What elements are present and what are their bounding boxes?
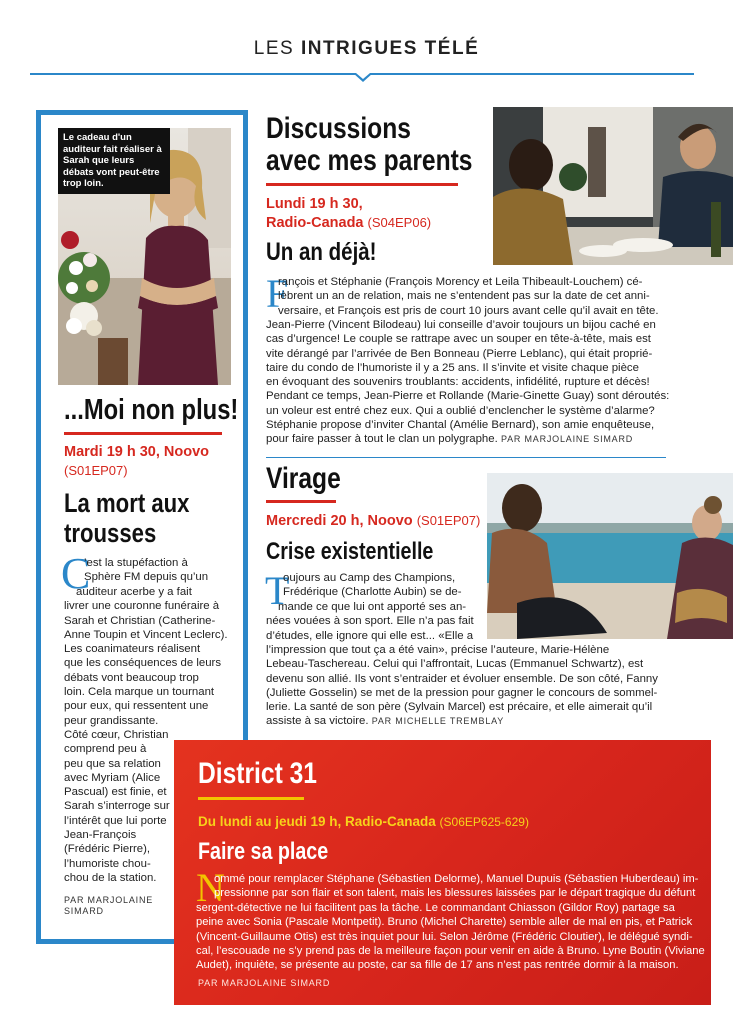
body-line: pour eux, qui ressentent une [64,700,209,713]
body-line: comprend peu à [64,743,147,756]
show-title-discussions [266,113,472,177]
body-line: peu que sa relation [64,757,161,770]
headline-line: trousses [64,518,157,548]
article1-body-first [278,275,670,318]
body-line: Jean-François [64,829,137,842]
show-title-moi-non-plus: ...Moi non plus! [64,394,239,426]
body-line: taire du condo de l’humoriste il y a 25 ans. Il s’invite et visite chaque pièce [266,361,639,374]
drop-cap: N [196,865,225,910]
body-line: (Vincent-Guillaume Otis) est très inquiet pour lui. Selon Jérôme (Frédéric Cloutier), le délégué syndi- [196,930,693,943]
article1-body [266,318,670,447]
section-header-bold: INTRIGUES TÉLÉ [300,38,480,59]
body-line: livrer une couronne funéraire à [64,600,220,613]
section-header-prefix: LES [253,38,301,59]
body-line: Lebeau-Taschereau. Celui qui l’affrontait, Lucas (Emmanuel Schwartz), est [266,658,644,671]
body-line-with-byline [266,714,686,728]
body-line: cas d’urgence! Le couple se rattrape avec un souper en tête-à-tête, mais est [266,333,651,346]
schedule-line2-row [266,215,431,231]
title-underline [64,432,222,435]
show-title-line: avec mes parents [266,144,473,177]
body-line: versaire, et François est pris de court 10 jours avant celle qu’il avait en tête. [278,304,659,317]
article3-body [196,901,708,972]
schedule: Mercredi 20 h, Noovo [266,513,413,529]
body-line: Sarah s’interroge sur [64,800,170,813]
body-line: l’humoriste chou- [64,857,151,870]
body-line: rançois et Stéphanie (François Morency et Leila Thibeault-Louchem) cé- [278,276,643,288]
body-line: vite dérangé par l’arrivée de Ben Bonneau (Pierre Leblanc), qui était proprié- [266,347,653,360]
schedule-line2: Radio-Canada [266,215,364,231]
body-line: Audet), inquiète, se présente au poste, car sa fille de 17 ans n’est pas rentrée dormir à la maison. [196,959,679,972]
episode-code: (S01EP07) [64,463,128,478]
body-line: l’impression que tout ça a été vain», précise l’auteure, Marie-Hélène [266,644,610,656]
body-line: Stéphanie propose d’inviter Chantal (Amélie Bernard), son amie enquêteuse, [266,419,655,432]
dinner-photo-illustration [493,107,733,265]
body-line: Sarah et Christian (Catherine- [64,614,216,627]
body-line: en évoquant des souvenirs troublants: accidents, infidélité, rupture et décès! [266,376,650,389]
body-line: nées vouées à son sport. Elle n’a pas fait [266,615,474,628]
body-line: Frédérique (Charlotte Aubin) se de- [283,586,462,599]
body-line: peur grandissante. [64,714,159,727]
body-line: débats vont beaucoup trop [64,671,199,684]
schedule-row [198,814,529,829]
headline-un-an-deja: Un an déjà! [266,238,377,266]
body-line-with-byline [266,432,670,446]
body-line: Anne Toupin et Vincent Leclerc). [64,628,228,641]
show-title-district-31: District 31 [198,757,317,790]
body-line: ommé pour remplacer Stéphane (Sébastien Delorme), Manuel Dupuis (Sébastien Huberdeau) im- [214,873,699,885]
body-line: peine avec Sonia (Pascale Montpetit). Bruno (Michel Charette) semble aller de mal en pis, et Patrick [196,916,693,929]
article2-body-first [283,571,483,600]
body-line: Pascual) est finie, et [64,786,167,799]
body-line: assiste à sa victoire. [266,715,369,728]
article2-body-narrow [266,600,480,643]
article3-byline: PAR MARJOLAINE SIMARD [198,978,331,988]
title-underline [198,797,304,800]
body-line: avec Myriam (Alice [64,771,161,784]
body-line: loin. Cela marque un tournant [64,686,215,699]
schedule-line1: Lundi 19 h 30, [266,196,363,212]
byline-line: SIMARD [64,906,104,916]
body-line: lerie. La santé de son père (Sylvain Marcel) est précaire, et elle aimerait qu’il [266,701,653,714]
show-title-line: Discussions [266,112,411,145]
article2-body-wide [266,643,686,729]
body-line: Sphère FM depuis qu’un [84,571,209,584]
headline-la-mort-aux-trousses [64,488,189,548]
byline-line: PAR MARJOLAINE [64,895,154,905]
body-line: oujours au Camp des Champions, [283,572,456,584]
left-body-lines-a [84,556,246,585]
body-line: lèbrent un an de relation, mais ne s’entendent pas sur la date de cet anni- [278,290,650,303]
drop-cap: T [265,568,290,613]
body-line: cal, l’escouade ne s’y prend pas de la meilleure façon pour venir en aide à Bruno. Lyne Boutin (Viviane [196,944,705,957]
title-underline [266,183,458,186]
section-header [0,38,733,60]
body-line: Côté cœur, Christian [64,728,169,741]
body-line: Les coanimateurs réalisent [64,643,201,656]
episode-code: (S01EP07) [416,513,481,528]
drop-cap: C [61,549,91,598]
body-line: l’intérêt que lui porte [64,814,167,827]
article1-byline: PAR MARJOLAINE SIMARD [500,434,634,445]
body-line: pour faire passer à tout le clan un polygraphe. [266,433,498,446]
headline-faire-sa-place: Faire sa place [198,838,329,865]
schedule: Du lundi au jeudi 19 h, Radio-Canada [198,814,436,829]
beach-photo [487,473,733,639]
left-byline [64,895,153,917]
article-divider [266,457,666,458]
article3-body-first [214,872,708,901]
body-line: auditeur acerbe y a fait [76,586,192,598]
body-line: un voleur est entré chez eux. Qui a oublié d’enclencher le système d’alarme? [266,404,655,417]
headline-crise-existentielle: Crise existentielle [266,538,434,565]
body-line: (Juliette Gosselin) se met de la pression pour gagner le concours de sommel- [266,686,658,699]
show-title-virage: Virage [266,462,341,495]
drop-cap: F [266,271,289,316]
body-line: Pendant ce temps, Jean-Pierre et Rollande (Marie-Ginette Guay) sont déroutés: [266,390,670,403]
header-rule-notch-inner [356,73,370,79]
dinner-photo [493,107,733,265]
schedule: Mardi 19 h 30, Noovo [64,444,210,460]
body-line: (Frédéric Pierre), [64,843,151,856]
schedule-row [266,513,480,529]
body-line: ’est la stupéfaction à [84,557,188,569]
body-line: pressionne par son flair et son talent, mais les blessures laissées par le départ tragique du défunt [214,887,696,900]
body-line: chou de la station. [64,871,157,884]
body-line: que les conséquences de leurs [64,657,222,670]
title-underline [266,500,336,503]
beach-photo-illustration [487,473,733,639]
photo-caption: Le cadeau d'un auditeur fait réaliser à Sarah que leurs débats vont peut-être trop loin. [58,128,170,194]
body-line: mande ce que lui ont apporté ses an- [278,601,467,613]
episode-code: (S04EP06) [367,215,432,230]
article2-byline: PAR MICHELLE TREMBLAY [371,716,505,727]
body-line: devenu son allié. Ils vont s’entraider et évoluer ensemble. De son côté, Fanny [266,672,658,685]
headline-line: La mort aux [64,488,190,518]
body-line: sergent-détective ne lui facilitent pas la tâche. Le commandant Chiasson (Gildor Roy) partage sa [196,902,675,914]
body-line: d’études, elle ignore qui elle est... «Elle a [266,629,474,642]
body-line: Jean-Pierre (Vincent Bilodeau) lui conseille d’avoir toujours un bijou caché en [266,319,656,331]
episode-code: (S06EP625-629) [439,815,529,829]
